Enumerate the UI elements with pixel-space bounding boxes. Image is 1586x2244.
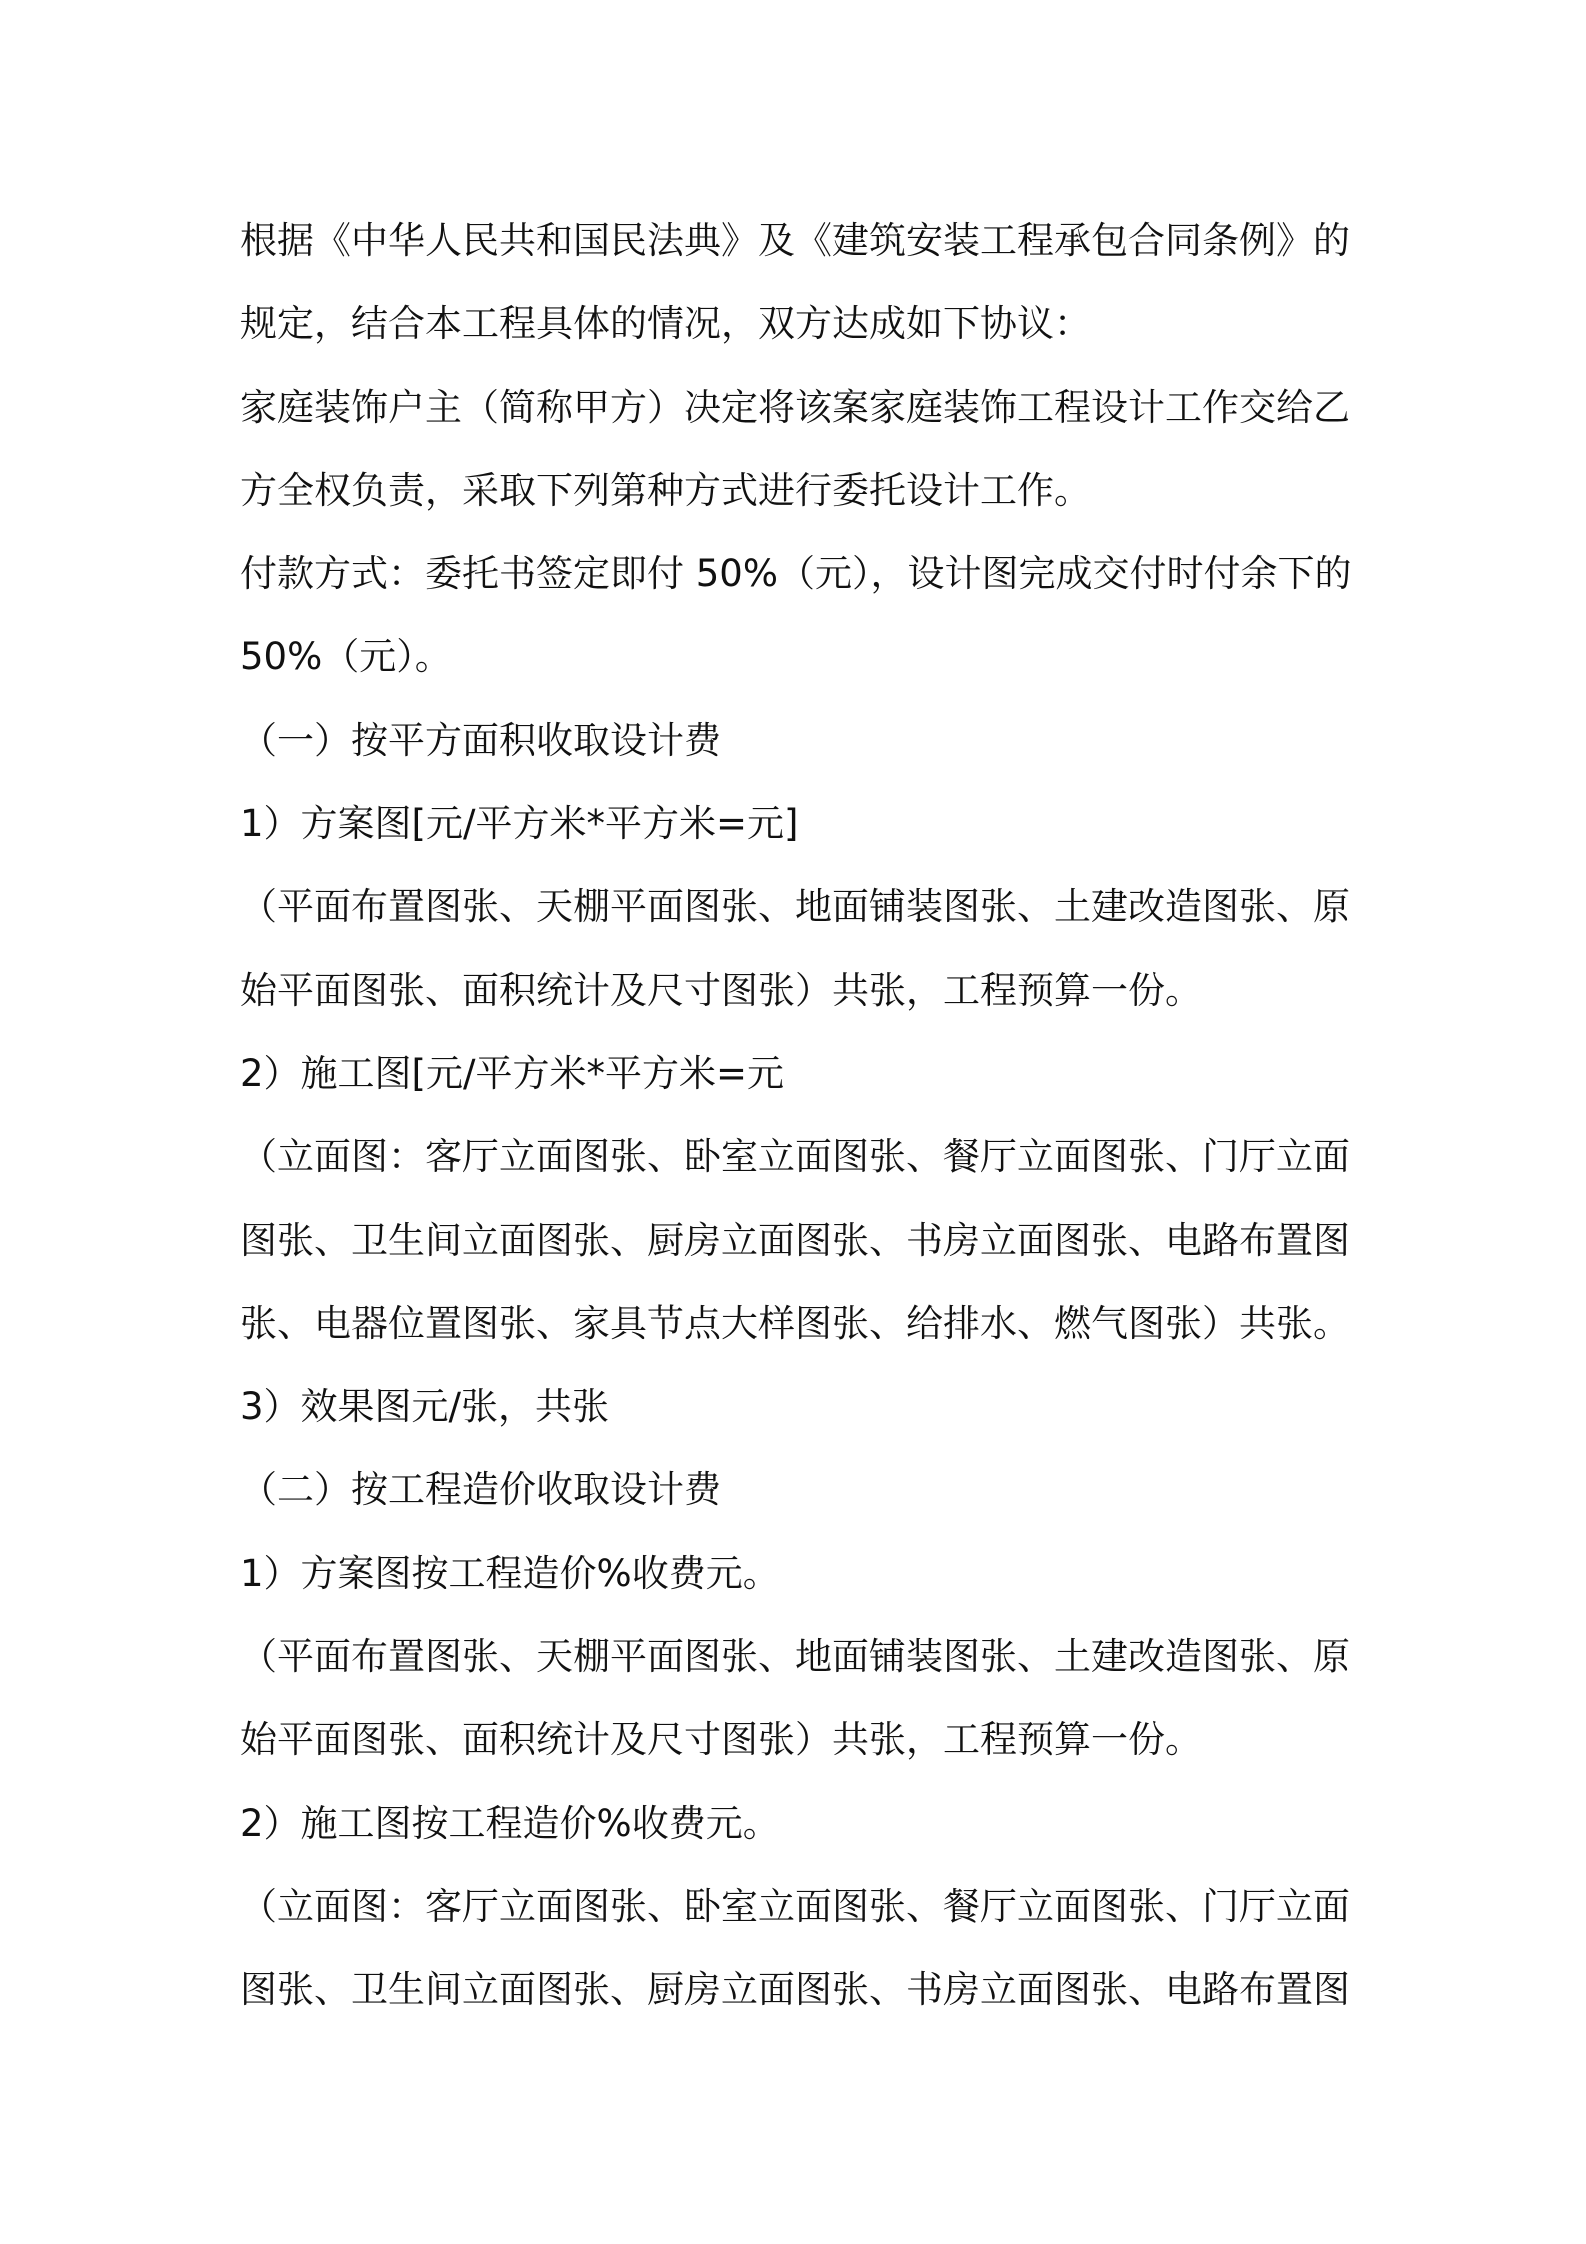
text-line: （立面图：客厅立面图张、卧室立面图张、餐厅立面图张、门厅立面 (240, 1135, 1350, 1179)
text-line: 3）效果图元/张，共张 (240, 1385, 610, 1429)
text-line: 规定，结合本工程具体的情况，双方达成如下协议： (240, 302, 1091, 346)
text-line: 家庭装饰户主（简称甲方）决定将该案家庭装饰工程设计工作交给乙 (240, 385, 1350, 429)
text-line: 2）施工图[元/平方米*平方米=元 (240, 1051, 784, 1095)
document-body (240, 199, 1370, 2032)
text-line: 图张、卫生间立面图张、厨房立面图张、书房立面图张、电路布置图 (240, 1968, 1350, 2012)
section-heading: （一）按平方面积收取设计费 (240, 718, 721, 762)
text-line: 方全权负责，采取下列第种方式进行委托设计工作。 (240, 468, 1091, 512)
section-heading: （二）按工程造价收取设计费 (240, 1468, 721, 1512)
text-line: 50%（元）。 (240, 635, 452, 679)
text-line: （立面图：客厅立面图张、卧室立面图张、餐厅立面图张、门厅立面 (240, 1884, 1350, 1928)
text-line: 付款方式：委托书签定即付 50%（元），设计图完成交付时付余下的 (240, 552, 1352, 596)
text-line: 根据《中华人民共和国民法典》及《建筑安装工程承包合同条例》的 (240, 219, 1350, 262)
text-line: 2）施工图按工程造价%收费元。 (240, 1801, 780, 1845)
text-line: 始平面图张、面积统计及尺寸图张）共张，工程预算一份。 (240, 1718, 1202, 1762)
text-line: 张、电器位置图张、家具节点大样图张、给排水、燃气图张）共张。 (240, 1301, 1350, 1345)
text-line: 1）方案图按工程造价%收费元。 (240, 1551, 780, 1595)
text-line: 1）方案图[元/平方米*平方米=元] (240, 802, 799, 846)
text-line: （平面布置图张、天棚平面图张、地面铺装图张、土建改造图张、原 (240, 1635, 1350, 1679)
text-line: 始平面图张、面积统计及尺寸图张）共张，工程预算一份。 (240, 968, 1202, 1012)
text-line: 图张、卫生间立面图张、厨房立面图张、书房立面图张、电路布置图 (240, 1218, 1350, 1262)
text-line: （平面布置图张、天棚平面图张、地面铺装图张、土建改造图张、原 (240, 885, 1350, 929)
